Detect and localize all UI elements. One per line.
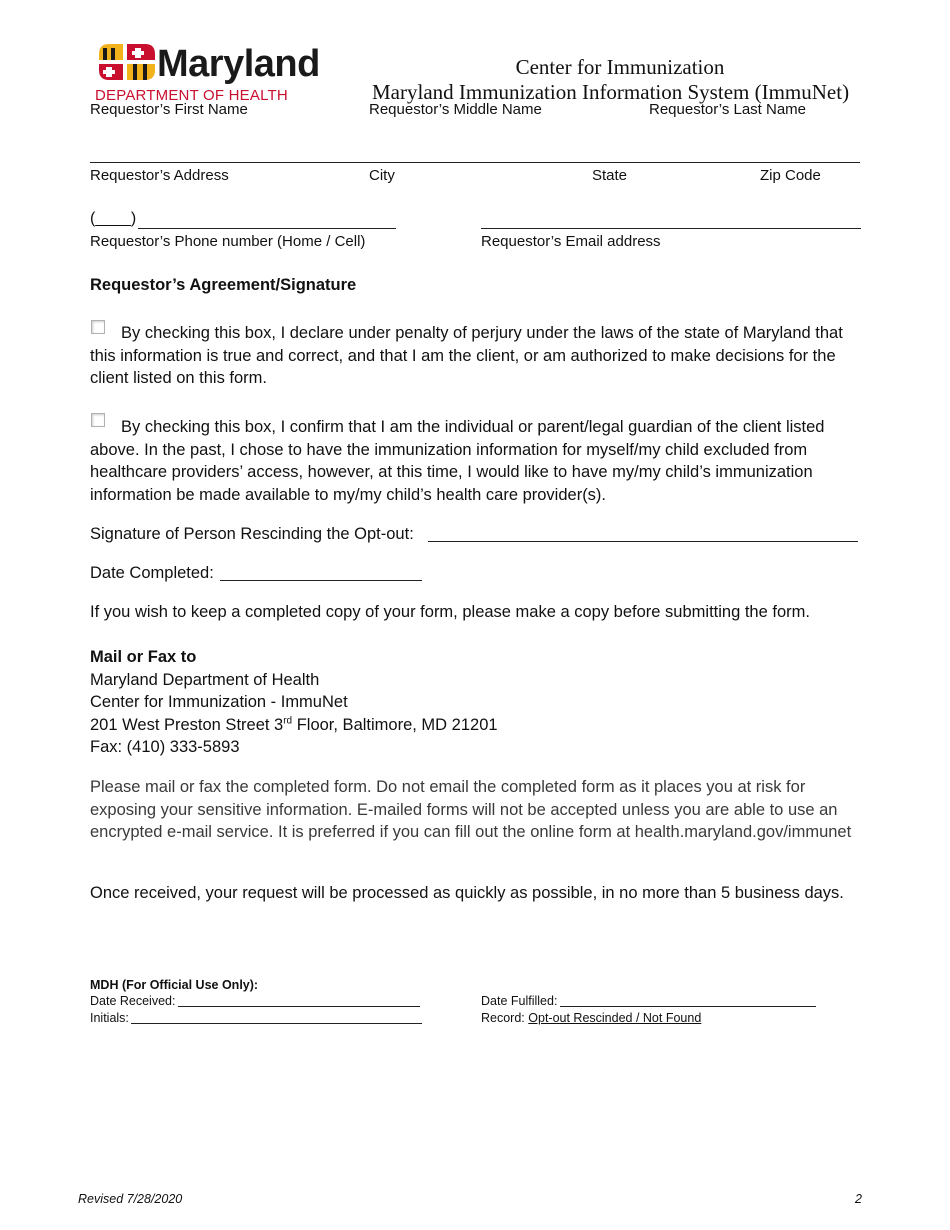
center-title: Center for Immunization xyxy=(515,55,725,79)
state-label: State xyxy=(592,167,628,184)
signature-label: Signature of Person Rescinding the Opt-out: xyxy=(90,525,414,543)
official-use-heading: MDH (For Official Use Only): xyxy=(90,978,259,992)
address-label: Requestor’s Address xyxy=(90,167,229,184)
system-title: Maryland Immunization Information System (ImmuNet) xyxy=(372,80,850,104)
middle-name-label: Requestor’s Middle Name xyxy=(369,101,542,118)
logo-wordmark: Maryland xyxy=(157,43,320,85)
maryland-logo xyxy=(95,38,345,106)
phone-field[interactable] xyxy=(138,228,396,229)
agreement-heading: Requestor’s Agreement/Signature xyxy=(90,276,357,294)
date-completed-label: Date Completed: xyxy=(90,564,214,582)
phone-label: Requestor’s Phone number (Home / Cell) xyxy=(90,233,366,250)
guardian-confirmation-text xyxy=(90,416,870,506)
initials-field[interactable] xyxy=(131,1023,422,1024)
perjury-declaration-text xyxy=(90,322,870,390)
processing-note: Once received, your request will be processed as quickly as possible, in no more than 5 business days. xyxy=(90,884,844,902)
date-fulfilled-field[interactable] xyxy=(560,1006,816,1007)
signature-field[interactable] xyxy=(428,541,858,542)
date-fulfilled-label: Date Fulfilled: xyxy=(481,994,558,1008)
mail-dept: Maryland Department of Health xyxy=(90,670,320,689)
mail-center: Center for Immunization - ImmuNet xyxy=(90,693,348,711)
record-row xyxy=(481,1010,701,1027)
date-received-field[interactable] xyxy=(178,1006,420,1007)
mail-instructions: Please mail or fax the completed form. Do not email the completed form as it places you at risk for exposing your sensitive information. E-mailed forms will not be accepted unless you are able to use an encrypted e-mail service. It is preferred if you can fill out the online form at health.maryland.gov/immunet xyxy=(90,778,852,841)
date-completed-field[interactable] xyxy=(220,580,422,581)
record-value: Opt-out Rescinded / Not Found xyxy=(528,1011,702,1025)
mail-street: 201 West Preston Street 3rd Floor, Baltimore, MD 21201 xyxy=(90,715,498,734)
email-field[interactable] xyxy=(481,228,861,229)
mail-fax: Fax: (410) 333-5893 xyxy=(90,738,240,756)
revised-date: Revised 7/28/2020 xyxy=(78,1192,183,1206)
date-received-label: Date Received: xyxy=(90,994,176,1008)
mail-block xyxy=(90,646,498,759)
phone-area-code[interactable]: (____) xyxy=(90,210,137,227)
address-field[interactable] xyxy=(90,162,860,163)
page-number: 2 xyxy=(855,1192,862,1206)
maryland-flag-icon xyxy=(95,40,159,84)
first-name-label: Requestor’s First Name xyxy=(90,101,248,118)
initials-label: Initials: xyxy=(90,1011,129,1025)
email-label: Requestor’s Email address xyxy=(481,233,661,250)
logo-subtext: DEPARTMENT OF HEALTH xyxy=(95,87,288,104)
copy-note: If you wish to keep a completed copy of your form, please make a copy before submitting the form. xyxy=(90,603,810,621)
last-name-label: Requestor’s Last Name xyxy=(649,101,807,118)
record-label: Record: xyxy=(481,1011,525,1025)
mail-heading: Mail or Fax to xyxy=(90,648,197,666)
city-label: City xyxy=(369,167,395,184)
guardian-confirmation-label: By checking this box, I confirm that I am the individual or parent/legal guardian of the client listed above. In the past, I chose to have the immunization information for myself/my child excluded from healthcare providers’ access, however, at this time, I would like to have my/my child’s immunization information be made available to my/my child’s health care provider(s). xyxy=(90,418,825,504)
perjury-declaration-label: By checking this box, I declare under penalty of perjury under the laws of the state of Maryland that this information is true and correct, and that I am the client, or am authorized to make decisions for the client listed on this form. xyxy=(90,324,843,387)
zip-label: Zip Code xyxy=(760,167,821,184)
